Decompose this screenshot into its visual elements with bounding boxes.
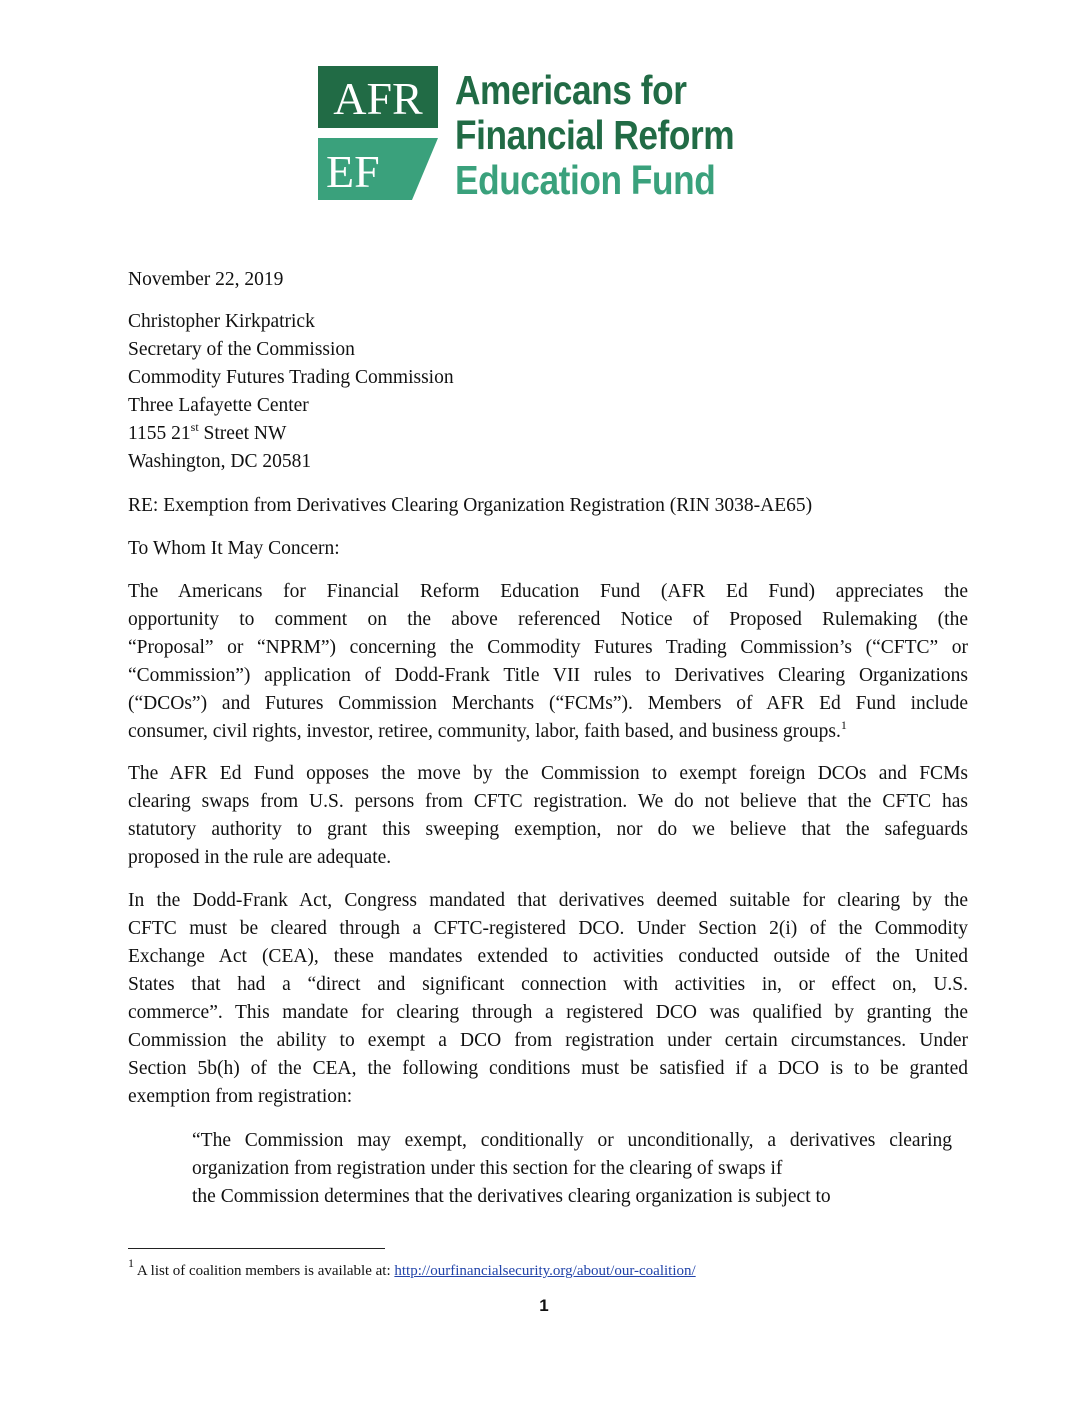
recipient-address <box>128 308 968 476</box>
coalition-link[interactable]: http://ourfinancialsecurity.org/about/our-coalition/ <box>394 1263 696 1279</box>
footnote <box>128 1256 696 1281</box>
logo-wordmark <box>455 68 734 203</box>
paragraph-1: The Americans for Financial Reform Education Fund (AFR Ed Fund) appreciates the opportunity to comment on the above referenced Notice of Proposed Rulemaking (the “Proposal” or “NPRM”) concerning the Commodity Futures Trading Commission’s (“CFTC” or “Commission”) application of Dodd-Frank Title VII rules to Derivatives Clearing Organizations (“DCOs”) and Futures Commission Merchants (“FCMs”). Members of AFR Ed Fund include consumer, civil rights, investor, retiree, community, labor, faith based, and business groups.$^1$ <box>128 581 968 742</box>
afr-ef-logo <box>318 66 768 202</box>
logo-mark-ef: EF <box>326 146 380 197</box>
logo-line-2: Financial Reform <box>455 112 735 158</box>
footnote-divider <box>128 1248 385 1249</box>
subject-line: RE: Exemption from Derivatives Clearing Organization Registration (RIN 3038-AE65) <box>128 495 813 516</box>
recipient-building: Three Lafayette Center <box>128 395 309 416</box>
recipient-name: Christopher Kirkpatrick <box>128 311 315 332</box>
recipient-street: 1155 21st Street NW <box>128 420 287 444</box>
paragraph-3: In the Dodd-Frank Act, Congress mandated that derivatives deemed suitable for clearing by the CFTC must be cleared through a CFTC-registered DCO. Under Section 2(i) of the Commodity Exchange Act (CEA), these mandates extended to activities conducted outside of the United States that had a “direct and significant connection with activities in, or effect on, U.S. commerce”. This mandate for clearing through a registered DCO was qualified by granting the Commission the ability to exempt a DCO from registration under certain circumstances. Under Section 5b(h) of the CEA, the following conditions must be satisfied if a DCO is to be granted exemption from registration: <box>128 890 968 1107</box>
recipient-title: Secretary of the Commission <box>128 339 355 360</box>
logo-mark-afr: AFR <box>333 73 423 124</box>
footnote-text: A list of coalition members is available at: <box>134 1263 395 1279</box>
recipient-city: Washington, DC 20581 <box>128 451 312 472</box>
afr-ef-logo-mark <box>318 66 438 200</box>
logo-line-3: Education Fund <box>455 157 716 203</box>
page-number: 1 <box>539 1296 549 1315</box>
salutation: To Whom It May Concern: <box>128 538 340 559</box>
paragraph-2: The AFR Ed Fund opposes the move by the Commission to exempt foreign DCOs and FCMs clearing swaps from U.S. persons from CFTC registration. We do not believe that the CFTC has statutory authority to grant this sweeping exemption, nor do we believe that the safeguards proposed in the rule are adequate. <box>128 763 968 868</box>
logo-line-1: Americans for <box>455 67 687 113</box>
letter-date: November 22, 2019 <box>128 269 284 290</box>
footnote-number: 1 <box>128 1256 134 1270</box>
recipient-org: Commodity Futures Trading Commission <box>128 367 454 388</box>
block-quote: “The Commission may exempt, conditionally or unconditionally, a derivatives clearing organization from registration under this section for the clearing of swaps if the Commission determines that the derivatives clearing organization is subject to <box>192 1130 952 1207</box>
footnote-ref: 1 <box>840 718 847 732</box>
